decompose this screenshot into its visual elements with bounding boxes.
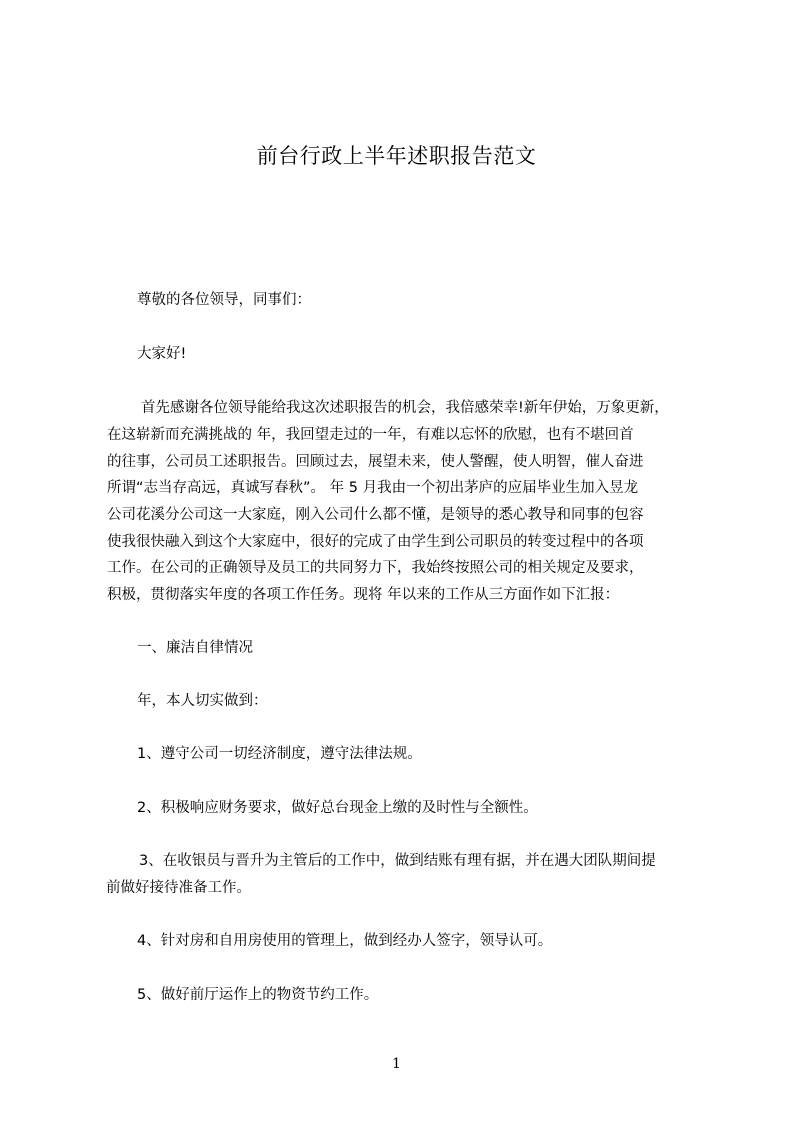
list-item-4: 4、针对房和自用房使用的管理上，做到经办人签字，领导认可。 [137,933,553,949]
page-number: 1 [392,1056,401,1072]
intro-line-5: 公司花溪分公司这一大家庭，刚入公司什么都不懂，是领导的悉心教导和同事的包容 [107,507,644,523]
intro-line-6: 使我很快融入到这个大家庭中，很好的完成了由学生到公司职员的转变过程中的各项 [107,534,644,550]
list-item-3: 3、在收银员与晋升为主管后的工作中，做到结账有理有据，并在遇大团队期间提 [139,853,656,869]
intro-line-2: 在这崭新而充满挑战的 年，我回望走过的一年，有难以忘怀的欣慰，也有不堪回首 [107,427,634,443]
document-title: 前台行政上半年述职报告范文 [256,144,537,168]
section-1-intro: 年，本人切实做到： [137,693,268,709]
list-item-3-continued: 前做好接待准备工作。 [106,880,251,896]
list-item-5: 5、做好前厅运作上的物资节约工作。 [137,987,379,1003]
intro-line-7: 工作。在公司的正确领导及员工的共同努力下，我始终按照公司的相关规定及要求， [107,560,644,576]
intro-line-4: 所谓“志当存高远，真诚写春秋”。 年 5 月我由一个初出茅庐的应届毕业生加入昱龙 [107,480,639,496]
greeting: 大家好! [137,346,187,362]
salutation: 尊敬的各位领导，同事们： [137,292,311,308]
intro-line-3: 的往事，公司员工述职报告。回顾过去，展望未来，使人警醒，使人明智，催人奋进 [107,454,644,470]
section-1-heading: 一、廉洁自律情况 [137,640,253,656]
list-item-1: 1、遵守公司一切经济制度，遵守法律法规。 [137,746,422,762]
list-item-2: 2、积极响应财务要求，做好总台现金上缴的及时性与全额性。 [137,800,538,816]
intro-line-1: 首先感谢各位领导能给我这次述职报告的机会，我倍感荣幸!新年伊始，万象更新， [141,400,669,416]
intro-line-8: 积极，贯彻落实年度的各项工作任务。现将 年以来的工作从三方面作如下汇报： [107,587,620,603]
